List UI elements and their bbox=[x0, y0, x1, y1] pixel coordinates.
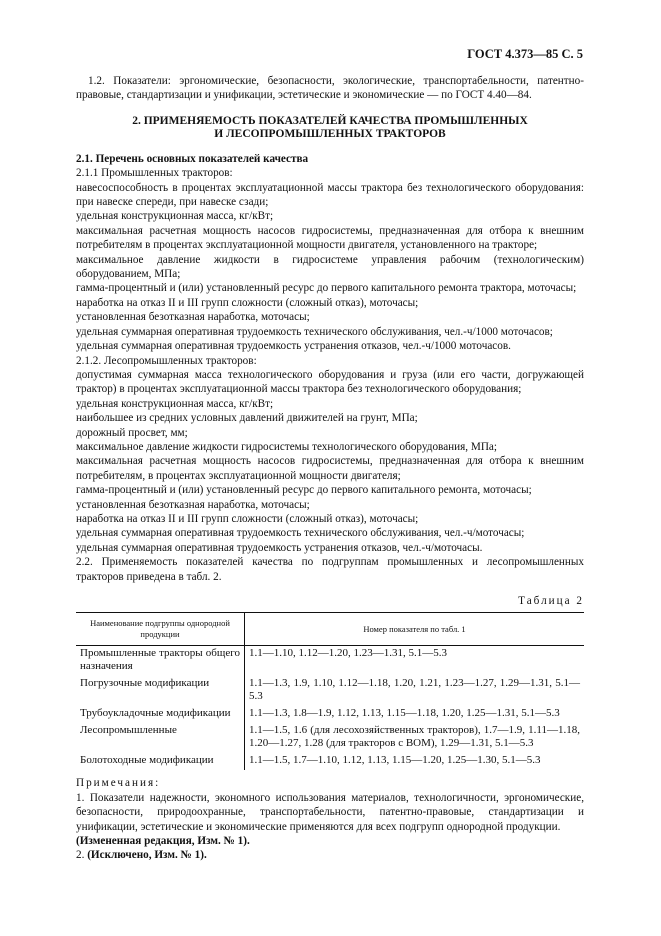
list-item: навесоспособность в процентах эксплуатационной массы трактора без технологического оборудования: при навеске спереди, при навеске сзади; bbox=[76, 181, 584, 209]
list-item: гамма-процентный и (или) установленный ресурс до первого капитального ремонта, моточасы; bbox=[76, 484, 532, 497]
note-2-number: 2. bbox=[76, 849, 85, 862]
list-item: удельная суммарная оперативная трудоемкость технического обслуживания, чел.-ч/1000 моточасов; bbox=[76, 325, 553, 338]
table-cell-name: Промышленные тракторы общего назначения bbox=[76, 646, 245, 677]
list-item: установленная безотказная наработка, моточасы; bbox=[76, 311, 310, 324]
list-item: максимальная расчетная мощность насосов гидросистемы, предназначенная для отбора к внешним потребителям, в процентах эксплуатационной мощности двигателя; bbox=[76, 455, 584, 482]
table-cell-value: 1.1—1.3, 1.8—1.9, 1.12, 1.13, 1.15—1.18, 1.20, 1.25—1.31, 5.1—5.3 bbox=[249, 707, 560, 720]
list-item: гамма-процентный и (или) установленный ресурс до первого капитального ремонта трактора, моточасы; bbox=[76, 282, 577, 295]
section-title-line-2: И ЛЕСОПРОМЫШЛЕННЫХ ТРАКТОРОВ bbox=[214, 127, 446, 140]
page-header: ГОСТ 4.373—85 С. 5 bbox=[467, 47, 583, 61]
table-row bbox=[76, 753, 584, 770]
table-row bbox=[76, 723, 584, 753]
table-header-number: Номер показателя по табл. 1 bbox=[245, 613, 585, 646]
list-item: максимальная расчетная мощность насосов гидросистемы, предназначенная для отбора к внешним потребителям в процентах эксплуатационной мощности двигателя, установленного на тракторе; bbox=[76, 224, 584, 252]
intro-paragraph: 1.2. Показатели: эргономические, безопасности, экологические, транспортабельности, патентно-правовые, стандартизации и унификации, эстетические и экономические — по ГОСТ 4.40—84. bbox=[76, 75, 584, 102]
note-2 bbox=[76, 848, 584, 862]
list-item: установленная безотказная наработка, моточасы; bbox=[76, 498, 310, 511]
section-title-line-1: 2. ПРИМЕНЯЕМОСТЬ ПОКАЗАТЕЛЕЙ КАЧЕСТВА ПРОМЫШЛЕННЫХ bbox=[132, 114, 528, 127]
table-caption: Таблица 2 bbox=[518, 595, 584, 607]
table-cell-name: Погрузочные модификации bbox=[76, 676, 245, 706]
list-item: допустимая суммарная масса технологического оборудования и груза (или его части, догружающей трактор) в процентах эксплуатационной массы трактора без технологического оборудования; bbox=[76, 368, 584, 396]
note-1: 1. Показатели надежности, экономного использования материалов, технологичности, эргономические, безопасности, природоохранные, транспортабельности, патентно-правовые, стандартизации и унификации, эстетические и экономические применяются для всех подгрупп однородной продукции. bbox=[76, 791, 584, 833]
list-item: удельная суммарная оперативная трудоемкость устранения отказов, чел.-ч/моточасы. bbox=[76, 541, 483, 554]
list-item: удельная суммарная оперативная трудоемкость устранения отказов, чел.-ч/1000 моточасов. bbox=[76, 340, 511, 353]
notes-title: Примечания: bbox=[76, 777, 161, 790]
section-title bbox=[76, 115, 584, 141]
table-cell-name: Болотоходные модификации bbox=[76, 753, 245, 770]
body-text bbox=[76, 74, 584, 863]
table-cell-name: Трубоукладочные модификации bbox=[76, 706, 245, 723]
table-row bbox=[76, 676, 584, 706]
list-industrial bbox=[76, 181, 584, 354]
list-forestry bbox=[76, 368, 584, 555]
list-item: максимальное давление жидкости гидросистемы технологического оборудования, МПа; bbox=[76, 440, 497, 453]
subsection-2-1: 2.1. Перечень основных показателей качества bbox=[76, 152, 309, 165]
list-item: удельная конструкционная масса, кг/кВт; bbox=[76, 210, 274, 223]
table-cell-value: 1.1—1.10, 1.12—1.20, 1.23—1.31, 5.1—5.3 bbox=[249, 647, 447, 660]
list-item: наработка на отказ II и III групп сложности (сложный отказ), моточасы; bbox=[76, 296, 419, 309]
table-cell-name: Лесопромышленные bbox=[76, 723, 245, 753]
applicability-table bbox=[76, 612, 584, 770]
subsection-2-1-2: 2.1.2. Лесопромышленных тракторов: bbox=[76, 354, 257, 367]
subsection-2-1-1: 2.1.1 Промышленных тракторов: bbox=[76, 167, 233, 180]
note-2-text: (Исключено, Изм. № 1). bbox=[87, 849, 207, 862]
list-item: наработка на отказ II и III групп сложности (сложный отказ), моточасы; bbox=[76, 512, 419, 525]
table-row bbox=[76, 706, 584, 723]
list-item: наибольшее из средних условных давлений движителей на грунт, МПа; bbox=[76, 412, 418, 425]
table-cell-value: 1.1—1.5, 1.7—1.10, 1.12, 1.13, 1.15—1.20, 1.25—1.30, 5.1—5.3 bbox=[249, 754, 541, 767]
subsection-2-2: 2.2. Применяемость показателей качества по подгруппам промышленных и лесопромышленных тракторов приведена в табл. 2. bbox=[76, 556, 584, 583]
table-header-name: Наименование подгруппы однородной продукции bbox=[76, 613, 245, 646]
table-row bbox=[76, 646, 584, 677]
list-item: удельная суммарная оперативная трудоемкость технического обслуживания, чел.-ч/моточасы; bbox=[76, 527, 525, 540]
note-1-edit: (Измененная редакция, Изм. № 1). bbox=[76, 835, 250, 848]
notes bbox=[76, 776, 584, 862]
list-item: максимальное давление жидкости в гидросистеме управления рабочим (технологическим) оборудованием, МПа; bbox=[76, 253, 584, 281]
table-cell-value: 1.1—1.3, 1.9, 1.10, 1.12—1.18, 1.20, 1.21, 1.23—1.27, 1.29—1.31, 5.1—5.3 bbox=[249, 677, 580, 703]
table-cell-value: 1.1—1.5, 1.6 (для лесохозяйственных тракторов), 1.7—1.9, 1.11—1.18, 1.20—1.27, 1.28 (для тракторов с ВОМ), 1.29—1.31, 5.1—5.3 bbox=[249, 724, 580, 750]
list-item: удельная конструкционная масса, кг/кВт; bbox=[76, 397, 274, 410]
list-item: дорожный просвет, мм; bbox=[76, 426, 188, 439]
